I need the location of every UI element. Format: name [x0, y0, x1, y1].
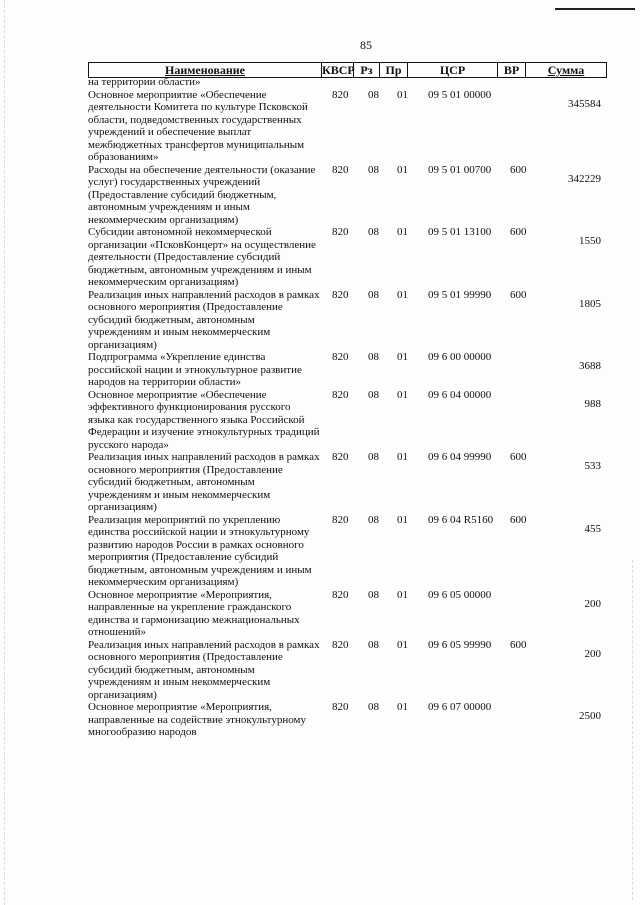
row-rz: 08	[368, 288, 379, 301]
scan-edge-left	[4, 0, 6, 905]
table-row	[88, 639, 618, 702]
row-pr: 01	[397, 388, 408, 401]
table-row	[88, 589, 618, 639]
row-name: Расходы на обеспечение деятельности (оказание услуг) государственных учреждений (Предоставление субсидий бюджетным, автономным учреждениям и иным некоммерческим организациям)	[88, 163, 316, 226]
row-pr: 01	[397, 351, 408, 363]
row-sum: 200	[584, 647, 601, 660]
header-kvsr: КВСР	[322, 63, 355, 77]
row-rz: 08	[368, 163, 379, 176]
row-pr: 01	[397, 701, 408, 713]
row-pr: 01	[397, 588, 408, 601]
row-csr: 09 6 00 00000	[428, 351, 492, 363]
table-row	[88, 389, 618, 452]
scan-edge-right	[632, 560, 634, 900]
row-kvsr: 820	[332, 588, 349, 601]
row-sum: 988	[584, 397, 601, 410]
row-csr: 09 6 05 00000	[428, 588, 492, 601]
row-pr: 01	[397, 513, 408, 526]
row-kvsr: 820	[332, 388, 349, 401]
row-vr: 600	[510, 226, 527, 238]
row-rz: 08	[368, 351, 379, 363]
row-rz: 08	[368, 88, 379, 101]
row-name: Реализация иных направлений расходов в рамках основного мероприятия (Предоставление субсидий бюджетным, автономным учреждениям и иным некоммерческим организациям)	[88, 638, 320, 701]
row-kvsr: 820	[332, 638, 349, 651]
header-sum: Сумма	[547, 63, 585, 77]
table-row	[88, 451, 618, 514]
row-vr: 600	[510, 451, 527, 463]
table-body	[88, 76, 618, 739]
row-csr: 09 5 01 99990	[428, 288, 492, 301]
row-kvsr: 820	[332, 701, 349, 713]
header-rz: Рз	[354, 63, 380, 77]
row-pr: 01	[397, 288, 408, 301]
row-pr: 01	[397, 638, 408, 651]
row-csr: 09 5 01 00000	[428, 88, 492, 101]
header-name: Наименование	[89, 63, 322, 77]
table-row	[88, 351, 618, 389]
row-kvsr: 820	[332, 226, 349, 238]
row-sum: 200	[584, 597, 601, 610]
row-vr: 600	[510, 163, 527, 176]
row-kvsr: 820	[332, 351, 349, 363]
header-csr: ЦСР	[408, 63, 498, 77]
header-vr: ВР	[498, 63, 526, 77]
row-name: Реализация иных направлений расходов в рамках основного мероприятия (Предоставление субсидий бюджетным, автономным учреждениям и иным некоммерческим организациям)	[88, 288, 320, 351]
header-pr: Пр	[380, 63, 408, 77]
corner-mark	[555, 8, 635, 10]
table-row	[88, 289, 618, 352]
table-row	[88, 514, 618, 589]
row-name: Реализация иных направлений расходов в рамках основного мероприятия (Предоставление субсидий бюджетным, автономным учреждениям и иным некоммерческим организациям)	[88, 451, 320, 513]
row-name: Субсидии автономной некоммерческой организации «ПсковКонцерт» на осуществление деятельности (Предоставление субсидий бюджетным, автономным учреждениям и иным некоммерческим организациям)	[88, 226, 316, 288]
row-rz: 08	[368, 451, 379, 463]
row-pr: 01	[397, 88, 408, 101]
row-csr: 09 6 05 99990	[428, 638, 492, 651]
table-row	[88, 76, 618, 89]
row-name: Основное мероприятие «Мероприятия, направленные на содействие этнокультурному многообразию народов	[88, 701, 306, 738]
table-row	[88, 164, 618, 227]
row-rz: 08	[368, 388, 379, 401]
table-row	[88, 701, 618, 739]
row-kvsr: 820	[332, 451, 349, 463]
row-sum: 345584	[568, 97, 601, 110]
row-sum: 1550	[579, 235, 601, 247]
row-csr: 09 6 07 00000	[428, 701, 492, 713]
row-name: Основное мероприятие «Мероприятия, направленные на укрепление гражданского единства и гармонизацию межнациональных отношений»	[88, 588, 300, 638]
row-csr: 09 6 04 00000	[428, 388, 492, 401]
row-rz: 08	[368, 588, 379, 601]
row-name: Основное мероприятие «Обеспечение эффективного функционирования русского языка как государственного языка Российской Федерации и изучение этнокультурных традиций русского народа»	[88, 388, 320, 451]
row-sum: 533	[584, 460, 601, 472]
row-csr: 09 5 01 00700	[428, 163, 492, 176]
row-pr: 01	[397, 451, 408, 463]
row-kvsr: 820	[332, 88, 349, 101]
table-row	[88, 226, 618, 289]
row-vr: 600	[510, 288, 527, 301]
row-name: Подпрограмма «Укрепление единства российской нации и этнокультурное развитие народов на территории области»	[88, 351, 302, 388]
row-sum: 342229	[568, 172, 601, 185]
row-sum: 2500	[579, 710, 601, 722]
row-vr: 600	[510, 513, 527, 526]
row-sum: 455	[584, 522, 601, 535]
row-csr: 09 6 04 R5160	[428, 513, 494, 526]
row-pr: 01	[397, 163, 408, 176]
row-name: на территории области»	[88, 76, 201, 88]
row-name: Основное мероприятие «Обеспечение деятельности Комитета по культуре Псковской области, подведомственных государственных учреждений и обеспечение выплат межбюджетных трансфертов муниципальным образованиям»	[88, 88, 308, 163]
row-rz: 08	[368, 638, 379, 651]
row-csr: 09 5 01 13100	[428, 226, 492, 238]
row-kvsr: 820	[332, 513, 349, 526]
row-vr: 600	[510, 638, 527, 651]
table-row	[88, 89, 618, 164]
page-number: 85	[360, 38, 372, 52]
row-rz: 08	[368, 513, 379, 526]
row-rz: 08	[368, 701, 379, 713]
row-csr: 09 6 04 99990	[428, 451, 492, 463]
row-name: Реализация мероприятий по укреплению единства российской нации и этнокультурному развитию народов России в рамках основного мероприятия (Предоставление субсидий бюджетным, автономным учреждениям и иным некоммерческим организациям)	[88, 513, 312, 588]
row-sum: 1805	[579, 297, 601, 310]
row-pr: 01	[397, 226, 408, 238]
row-rz: 08	[368, 226, 379, 238]
row-kvsr: 820	[332, 288, 349, 301]
row-sum: 3688	[579, 360, 601, 372]
row-kvsr: 820	[332, 163, 349, 176]
